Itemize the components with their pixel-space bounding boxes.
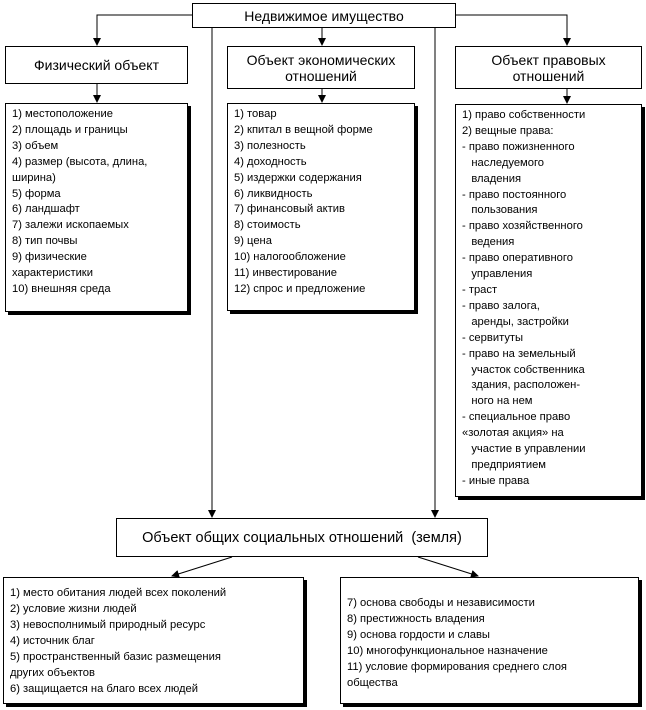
list-item: 2) кпитал в вещной форме xyxy=(234,123,373,136)
list-item: 8) тип почвы xyxy=(12,235,78,248)
social-object-header xyxy=(116,518,488,557)
list-item: других объектов xyxy=(10,667,95,679)
legal-object-header xyxy=(455,46,642,89)
list-item: ного на нем xyxy=(462,395,533,408)
list-item: 10) внешняя среда xyxy=(12,282,111,295)
list-item: общества xyxy=(347,677,398,689)
list-item: 4) источник благ xyxy=(10,635,95,647)
economic-object-title-line1: Объект экономических xyxy=(246,51,396,68)
list-item: 11) инвестирование xyxy=(234,267,338,280)
list-item: - право на земельный xyxy=(462,347,576,360)
list-item: 2) площадь и границы xyxy=(12,123,128,136)
list-item: 1) товар xyxy=(234,108,277,120)
list-item: 10) налогообложение xyxy=(234,251,346,264)
social-object-title: Объект общих социальных отношений (земля) xyxy=(142,529,462,546)
root-title: Недвижимое имущество xyxy=(244,7,404,24)
list-item: ведения xyxy=(462,236,515,249)
arrow-to-legal xyxy=(456,15,567,45)
list-item: пользования xyxy=(462,204,538,217)
list-item: 9) цена xyxy=(234,235,272,248)
list-item: владения xyxy=(462,172,521,185)
list-item: - сервитуты xyxy=(462,331,524,344)
legal-object-title-line2: отношений xyxy=(512,67,585,84)
list-item: 8) стоимость xyxy=(234,219,301,232)
list-item: 12) спрос и предложение xyxy=(234,282,366,295)
legal-object-list xyxy=(455,104,642,497)
list-item: наследуемого xyxy=(462,156,545,169)
economic-object-list xyxy=(227,103,415,311)
list-item: - право хозяйственного xyxy=(462,220,583,233)
list-item: - право залога, xyxy=(462,299,540,312)
list-item: 5) форма xyxy=(12,187,61,200)
list-item: 6) ландшафт xyxy=(12,203,80,216)
list-item: предприятием xyxy=(462,458,546,471)
list-item: 1) право собственности xyxy=(462,109,586,121)
list-item: аренды, застройки xyxy=(462,315,569,328)
list-item: - иные права xyxy=(462,474,530,487)
list-item: - специальное право xyxy=(462,411,571,424)
arrow-social-to-left-list xyxy=(172,557,232,576)
list-item: 3) полезность xyxy=(234,139,306,152)
list-item: - траст xyxy=(462,283,498,296)
economic-object-title-line2: отношений xyxy=(285,67,357,84)
list-item: 8) престижность владения xyxy=(347,613,485,625)
physical-object-list xyxy=(5,103,188,312)
list-item: 5) пространственный базис размещения xyxy=(10,651,221,663)
list-item: 4) размер (высота, длина, xyxy=(12,155,148,168)
list-item: - право оперативного xyxy=(462,252,573,265)
list-item: 1) место обитания людей всех поколений xyxy=(10,587,227,599)
list-item: - право пожизненного xyxy=(462,140,575,153)
list-item: 2) вещные права: xyxy=(462,124,554,137)
list-item: 7) залежи ископаемых xyxy=(12,219,129,232)
list-item: ширина) xyxy=(12,171,56,184)
arrow-social-to-right-list xyxy=(418,557,478,576)
list-item: 6) ликвидность xyxy=(234,187,313,200)
social-right-list xyxy=(340,577,639,704)
list-item: 7) основа свободы и независимости xyxy=(347,597,535,609)
list-item: участие в управлении xyxy=(462,443,586,456)
list-item: 9) физические xyxy=(12,251,87,264)
list-item: 4) доходность xyxy=(234,155,307,168)
list-item: «золотая акция» на xyxy=(462,427,564,440)
root-box xyxy=(192,3,456,28)
list-item: 7) финансовый актив xyxy=(234,203,345,216)
list-item: участок собственника xyxy=(462,363,585,376)
physical-object-title: Физический объект xyxy=(33,57,159,73)
list-item: характеристики xyxy=(12,267,93,280)
list-item: - право постоянного xyxy=(462,188,567,201)
arrow-to-physical xyxy=(97,15,192,45)
economic-object-header xyxy=(227,46,415,89)
list-item: 3) невосполнимый природный ресурс xyxy=(10,619,206,631)
list-item: 1) местоположение xyxy=(12,108,113,120)
list-item: 6) защищается на благо всех людей xyxy=(10,683,198,695)
list-item: здания, расположен- xyxy=(462,379,581,392)
physical-object-header xyxy=(5,46,188,84)
list-item: 2) условие жизни людей xyxy=(10,603,137,615)
social-left-list xyxy=(3,577,304,704)
list-item: 3) объем xyxy=(12,139,59,152)
list-item: 10) многофункциональное назначение xyxy=(347,645,548,657)
legal-object-title-line1: Объект правовых xyxy=(491,51,606,68)
list-item: 5) издержки содержания xyxy=(234,171,362,184)
list-item: управления xyxy=(462,268,533,281)
list-item: 11) условие формирования среднего слоя xyxy=(347,661,567,673)
list-item: 9) основа гордости и славы xyxy=(347,629,490,641)
